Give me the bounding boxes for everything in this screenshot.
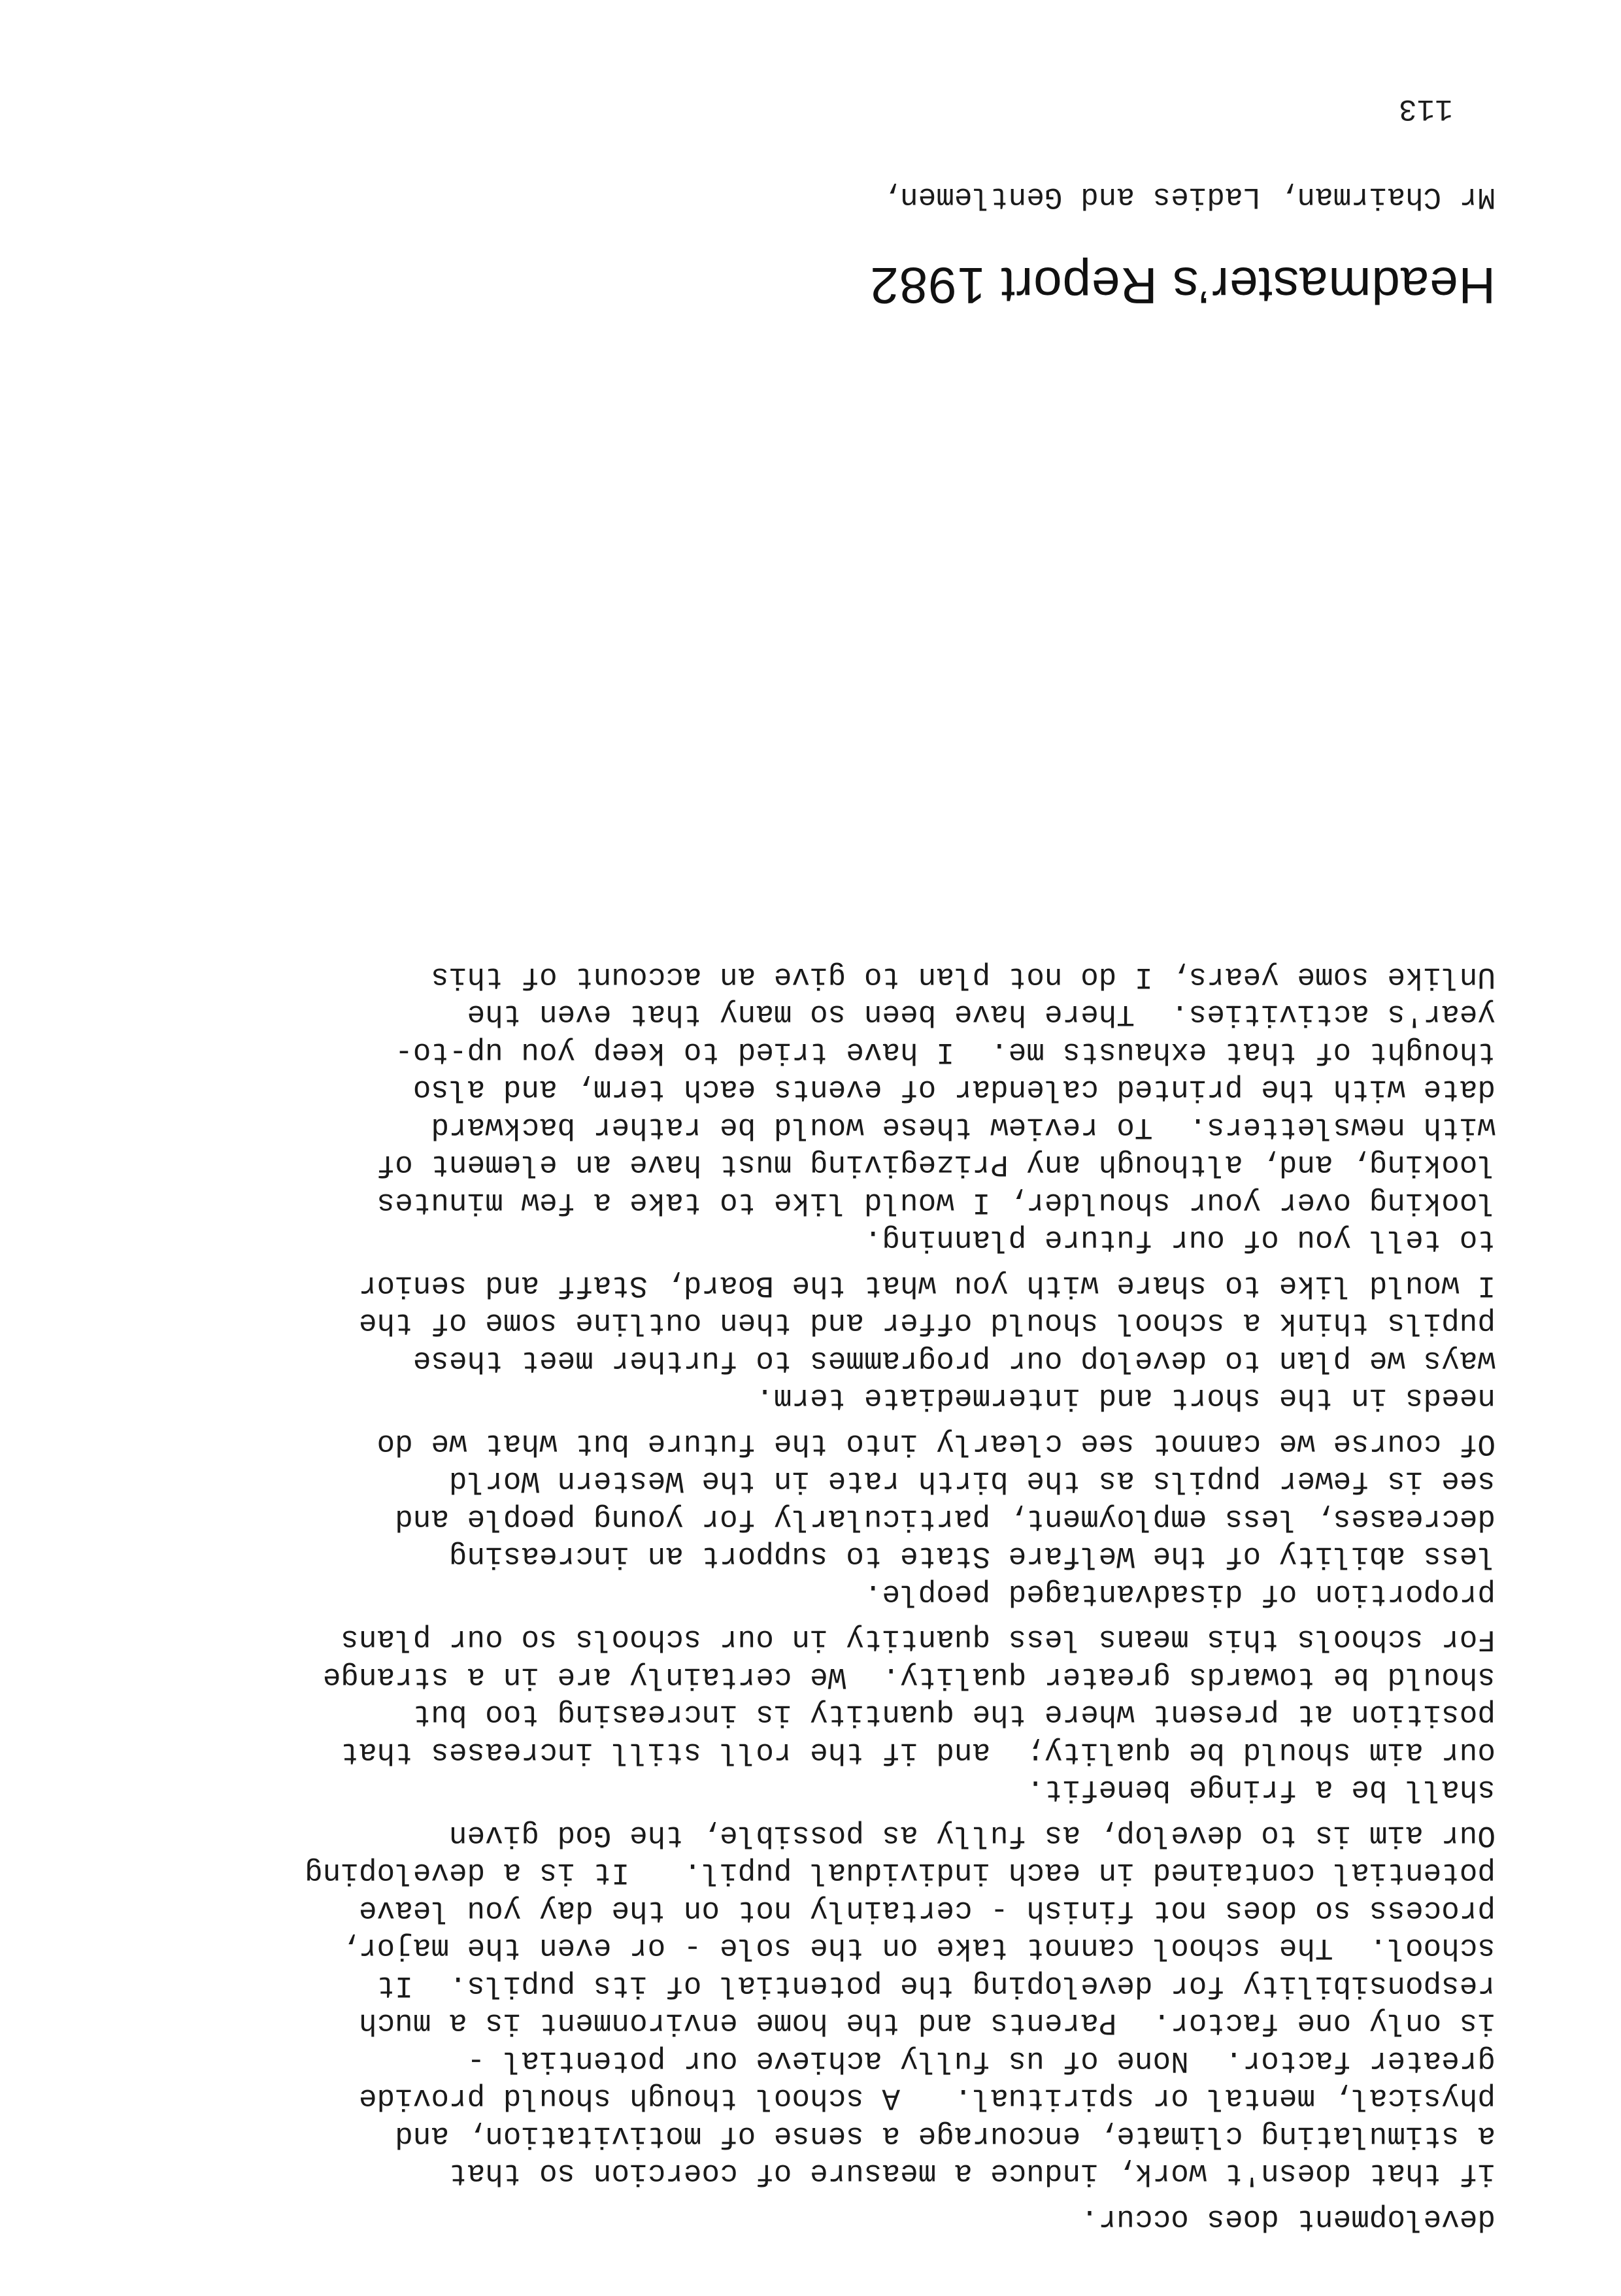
text-line: Our aim is to develop, as fully as possible, the God given xyxy=(448,1818,1496,1852)
text-line: pupils think a school should offer and then outline some of the xyxy=(358,1306,1496,1340)
text-line: development does occur. xyxy=(1080,2202,1496,2236)
page-title: Headmaster’s Report 1982 xyxy=(869,257,1496,314)
paragraph-1 xyxy=(110,958,1496,1258)
text-line: date with the printed calendar of events each term, and also xyxy=(412,1072,1496,1107)
text-line: I would like to share with you what the Board, Staff and senior xyxy=(358,1268,1496,1302)
paragraph-5 xyxy=(110,1816,1496,2192)
text-line: thought of that exhausts me. I have tried to keep you up-to- xyxy=(395,1035,1496,1069)
text-line: Of course we cannot see clearly into the future but what we do xyxy=(376,1427,1496,1460)
text-line: less ability of the Welfare State to support an increasing xyxy=(448,1539,1496,1574)
text-line: position at present where the quantity is increasing too but xyxy=(412,1697,1496,1732)
text-line: physical, mental or spiritual. A school though should provide xyxy=(358,2081,1496,2116)
text-line: looking over your shoulder, I would like to take a few minutes xyxy=(376,1185,1496,1219)
paragraph-2 xyxy=(110,1266,1496,1417)
paragraph-6 xyxy=(110,2200,1496,2238)
text-line: see is fewer pupils as the birth rate in the Western World xyxy=(448,1464,1496,1498)
text-line: a stimulating climate, encourage a sense of motivitation, and xyxy=(395,2119,1496,2153)
text-line: shall be a fringe benefit. xyxy=(1026,1772,1496,1807)
salutation: Mr Chairman, Ladies and Gentlemen, xyxy=(882,180,1496,214)
text-line: to tell you of our future planning. xyxy=(863,1223,1496,1257)
text-line: if that doesn't work, induce a measure of coercion so that xyxy=(448,2156,1496,2191)
text-line: with newsletters. To review these would be rather backward xyxy=(431,1110,1496,1144)
text-line: school. The school cannot take on the sole - or even the major, xyxy=(341,1931,1496,1965)
text-line: our aim should be quality; and if the roll still increases that xyxy=(341,1735,1496,1769)
text-line: Unlike some years, I do not plan to give an account of this xyxy=(431,960,1496,994)
text-line: year's activities. There have been so many that even the xyxy=(467,997,1496,1032)
text-line: greater factor. None of us fully achieve our potential - xyxy=(467,2044,1496,2078)
text-line: process so does not finish - certainly not on the day you leave xyxy=(358,1893,1496,1927)
paragraph-3 xyxy=(110,1425,1496,1613)
text-line: is only one factor. Parents and the home environment is a much xyxy=(358,2006,1496,2040)
page-number: 113 xyxy=(1399,92,1453,126)
text-line: responsibility for developing the potential of its pupils. It xyxy=(376,1968,1496,2002)
report-body xyxy=(110,950,1496,2238)
paragraph-4 xyxy=(110,1620,1496,1808)
text-line: ways we plan to develop our programmes to further meet these xyxy=(412,1343,1496,1377)
text-line: decreases, less employment, particularly for young people and xyxy=(395,1502,1496,1536)
text-line: For schools this means less quantity in our schools so our plans xyxy=(341,1622,1496,1657)
text-line: looking, and, although any Prizegiving must have an element of xyxy=(376,1147,1496,1182)
text-line: should be towards greater quality. We certainly are in a strange xyxy=(322,1660,1496,1694)
text-line: potential contained in each individual pupil. It is a developing xyxy=(305,1855,1496,1890)
text-line: proportion of disadvantaged people. xyxy=(863,1577,1496,1611)
text-line: needs in the short and intermediate term. xyxy=(756,1381,1496,1415)
